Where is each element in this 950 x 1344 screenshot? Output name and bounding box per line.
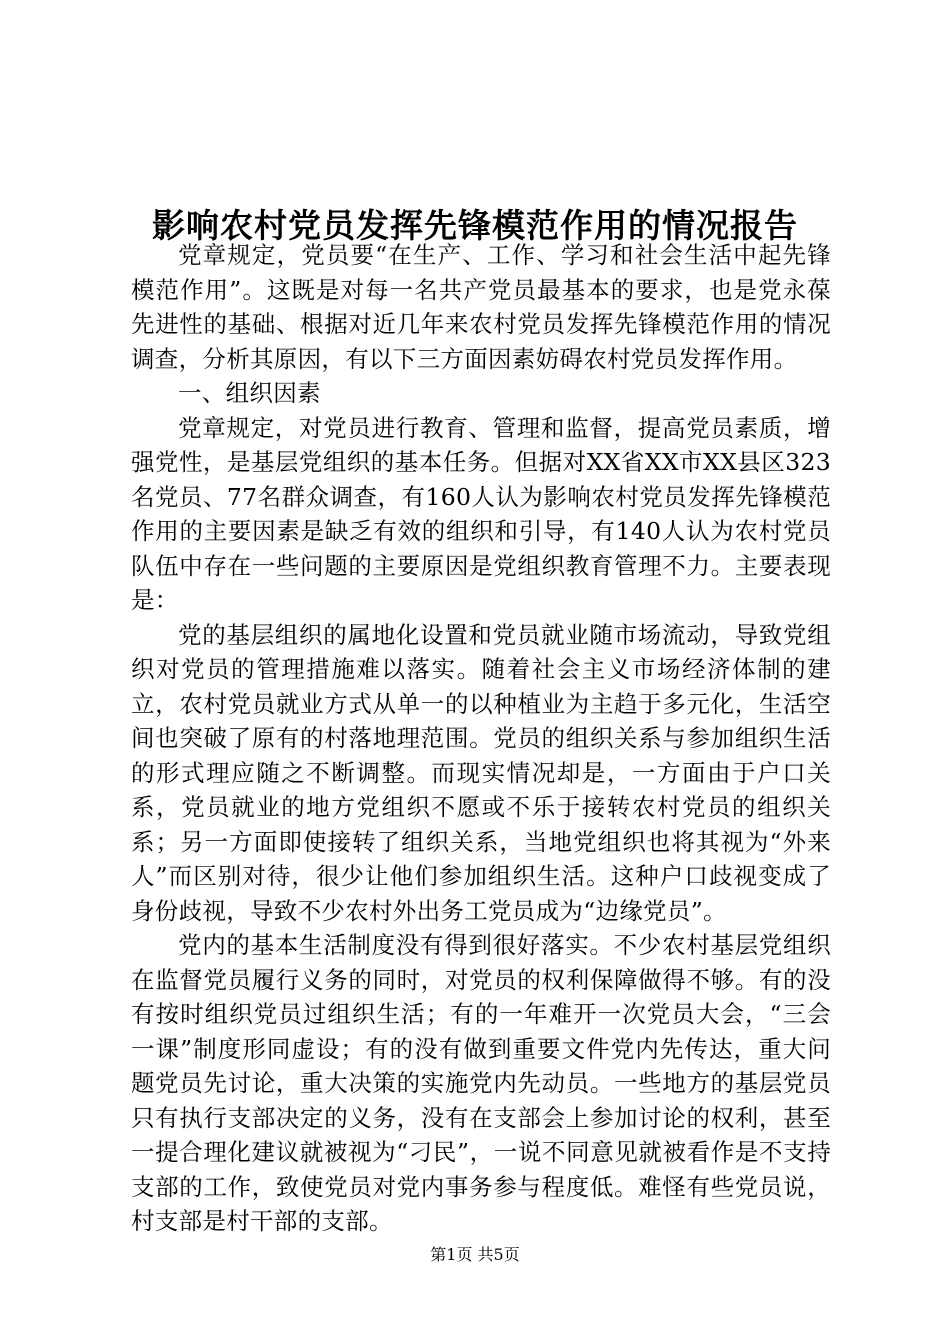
section-heading-organization: 一、组织因素 [178,379,321,407]
paragraph-survey: 党章规定，对党员进行教育、管理和监督，提高党员素质，增强党性，是基层党组织的基本任务。但据对XX省XX市XX县区323名党员、77名群众调查，有160人认为影响农村党员发挥先锋模范作用的主要因素是缺乏有效的组织和引导，有140人认为农村党员队伍中存在一些问题的主要原因是党组织教育管理不力。主要表现是： [131,413,831,614]
paragraph-intro: 党章规定，党员要“在生产、工作、学习和社会生活中起先锋模范作用”。这既是对每一名共产党员最基本的要求，也是党永葆先进性的基础、根据对近几年来农村党员发挥先锋模范作用的情况调查，分析其原因，有以下三方面因素妨碍农村党员发挥作用。 [131,241,831,373]
paragraph-management: 党的基层组织的属地化设置和党员就业随市场流动，导致党组织对党员的管理措施难以落实。随着社会主义市场经济体制的建立，农村党员就业方式从单一的以种植业为主趋于多元化，生活空间也突破了原有的村落地理范围。党员的组织关系与参加组织生活的形式理应随之不断调整。而现实情况却是，一方面由于户口关系，党员就业的地方党组织不愿或不乐于接转农村党员的组织关系；另一方面即使接转了组织关系，当地党组织也将其视为“外来人”而区别对待，很少让他们参加组织生活。这种户口歧视变成了身份歧视，导致不少农村外出务工党员成为“边缘党员”。 [131,620,831,925]
document-body [131,238,831,1239]
paragraph-party-life: 党内的基本生活制度没有得到很好落实。不少农村基层党组织在监督党员履行义务的同时，对党员的权利保障做得不够。有的没有按时组织党员过组织生活；有的一年难开一次党员大会，“三会一课”制度形同虚设；有的没有做到重要文件党内先传达，重大问题党员先讨论，重大决策的实施党内先动员。一些地方的基层党员只有执行支部决定的义务，没有在支部会上参加讨论的权利，甚至一提合理化建议就被视为“刁民”，一说不同意见就被看作是不支持支部的工作，致使党员对党内事务参与程度低。难怪有些党员说，村支部是村干部的支部。 [131,931,831,1235]
page-footer: 第1页 共5页 [430,1245,520,1264]
document-title: 影响农村党员发挥先锋模范作用的情况报告 [152,206,798,246]
